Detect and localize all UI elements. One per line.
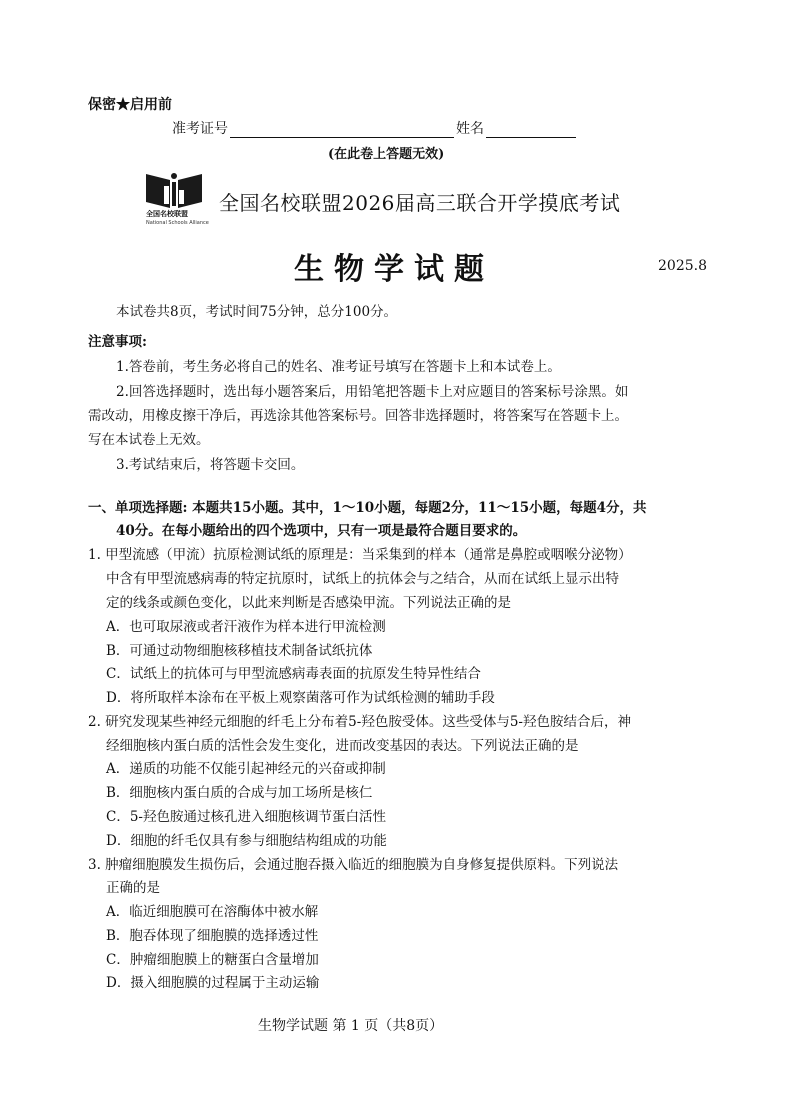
note-item: 3.考试结束后，将答题卡交回。 [116,457,305,473]
answer-option: C．5-羟色胺通过核孔进入细胞核调节蛋白活性 [106,809,386,825]
candidate-id-line [172,118,578,138]
question-text: 2. 研究发现某些神经元细胞的纤毛上分布着5-羟色胺受体。这些受体与5-羟色胺结合后，神 [88,714,631,730]
invalid-note: (在此卷上答题无效) [328,147,445,162]
answer-option: B．胞吞体现了细胞膜的选择透过性 [106,928,319,944]
question-text: 定的线条或颜色变化，以此来判断是否感染甲流。下列说法正确的是 [106,595,511,611]
note-item: 1.答卷前，考生务必将自己的姓名、准考证号填写在答题卡上和本试卷上。 [116,359,561,375]
notes-heading: 注意事项: [88,334,147,350]
answer-option: A．临近细胞膜可在溶酶体中被水解 [106,904,319,920]
answer-option: A．递质的功能不仅能引起神经元的兴奋或抑制 [106,761,386,777]
exam-title: 全国名校联盟2026届高三联合开学摸底考试 [219,191,621,215]
question-text: 经细胞核内蛋白质的活性会发生变化，进而改变基因的表达。下列说法正确的是 [106,738,579,754]
id-label: 准考证号 [172,121,228,137]
answer-option: D．将所取样本涂布在平板上观察菌落可作为试纸检测的辅助手段 [106,690,495,706]
answer-option: D．摄入细胞膜的过程属于主动运输 [106,975,320,991]
exam-date: 2025.8 [658,258,707,274]
answer-option: B．可通过动物细胞核移植技术制备试纸抗体 [106,643,373,659]
section-heading-cont: 40分。在每小题给出的四个选项中，只有一项是最符合题目要求的。 [116,523,527,539]
page-footer: 生物学试题 第 1 页（共8页） [258,1018,444,1034]
name-label: 姓名 [456,121,484,137]
question-text: 3. 肿瘤细胞膜发生损伤后，会通过胞吞摄入临近的细胞膜为自身修复提供原料。下列说法 [88,857,619,873]
logo-caption: 全国名校联盟 [146,210,188,218]
note-item: 写在本试卷上无效。 [88,432,210,448]
subject-title: 生物学试题 [294,252,494,287]
section-heading: 一、单项选择题: 本题共15小题。其中，1～10小题，每题2分，11～15小题，每题4分，共 [88,500,647,516]
question-text: 中含有甲型流感病毒的特定抗原时，试纸上的抗体会与之结合，从而在试纸上显示出特 [106,571,619,587]
note-item: 需改动，用橡皮擦干净后，再选涂其他答案标号。回答非选择题时，将答案写在答题卡上。 [88,408,628,424]
answer-option: C．试纸上的抗体可与甲型流感病毒表面的抗原发生特异性结合 [106,666,481,682]
answer-option: A．也可取尿液或者汗液作为样本进行甲流检测 [106,619,386,635]
note-item: 2.回答选择题时，选出每小题答案后，用铅笔把答题卡上对应题目的答案标号涂黑。如 [116,384,629,400]
answer-option: D．细胞的纤毛仅具有参与细胞结构组成的功能 [106,833,387,849]
question-text: 1. 甲型流感（甲流）抗原检测试纸的原理是：当采集到的样本（通常是鼻腔或咽喉分泌物） [88,547,632,563]
logo-subcaption: National Schools Alliance [146,220,209,226]
answer-option: C．肿瘤细胞膜上的糖蛋白含量增加 [106,952,319,968]
intro-text: 本试卷共8页，考试时间75分钟，总分100分。 [116,304,398,320]
answer-option: B．细胞核内蛋白质的合成与加工场所是核仁 [106,785,373,801]
question-text: 正确的是 [106,880,160,896]
confidential-label: 保密★启用前 [88,97,172,113]
id-field-line [230,123,454,138]
name-field-line [486,123,576,138]
